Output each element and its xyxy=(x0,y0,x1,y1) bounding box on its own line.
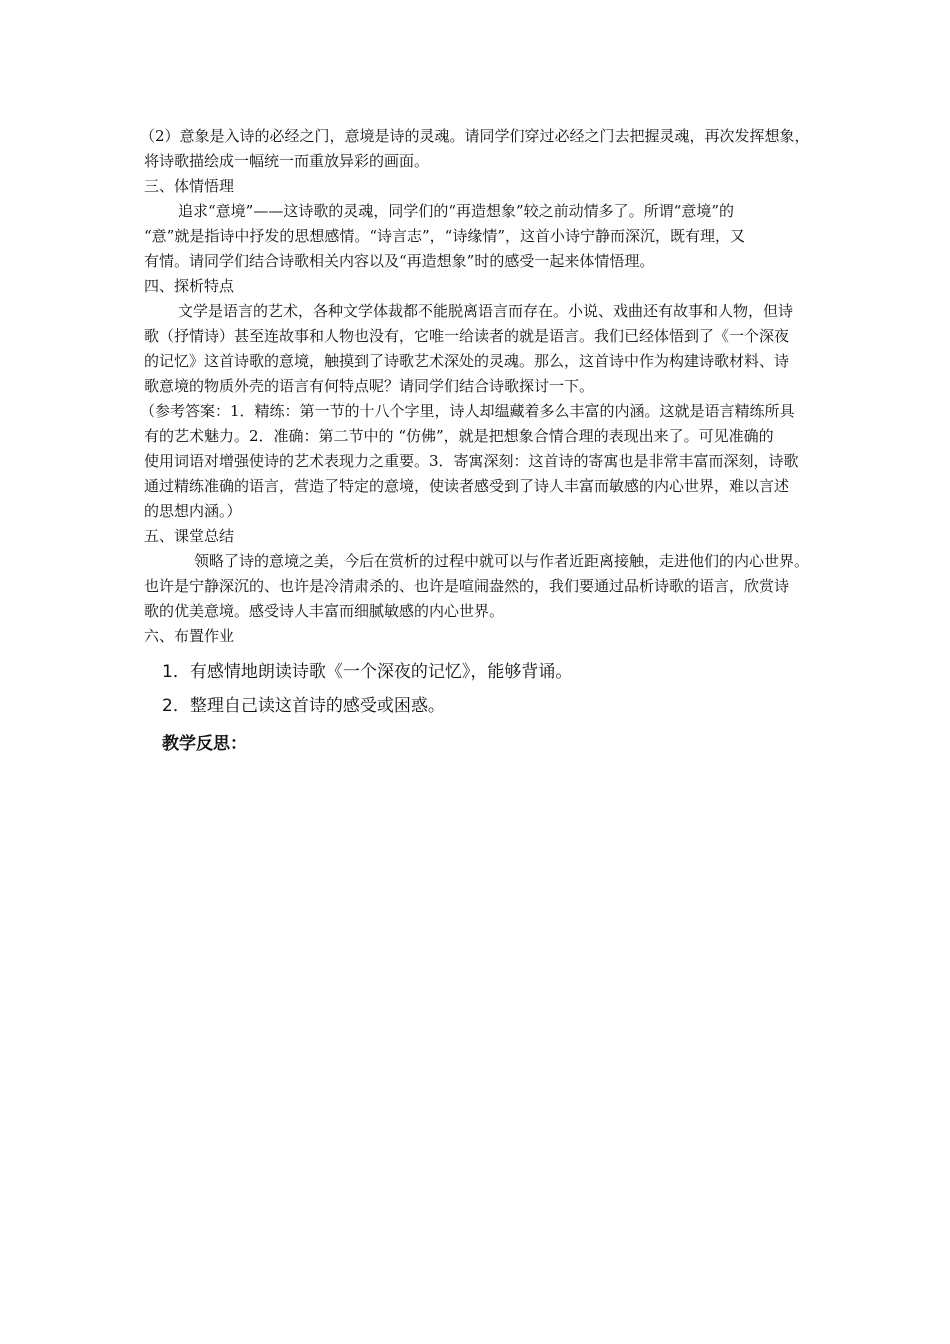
answer-line: 使用词语对增强使诗的艺术表现力之重要。3．寄寓深刻：这首诗的寄寓也是非常丰富而深刻，诗歌 xyxy=(144,452,799,470)
paragraph-line: “意”就是指诗中抒发的思想感情。“诗言志”，“诗缘情”，这首小诗宁静而深沉，既有理，又 xyxy=(144,227,746,245)
section-six xyxy=(144,624,896,721)
paragraph-line: 歌意境的物质外壳的语言有何特点呢？请同学们结合诗歌探讨一下。 xyxy=(144,377,595,395)
answer-line: 有的艺术魅力。2．准确：第二节中的 “仿佛”，就是把想象合情合理的表现出来了。可见准确的 xyxy=(144,427,774,445)
paragraph-line: 文学是语言的艺术，各种文学体裁都不能脱离语言而存在。小说、戏曲还有故事和人物，但诗 xyxy=(178,302,794,320)
paragraph-line: 将诗歌描绘成一幅统一而重放异彩的画面。 xyxy=(144,152,430,170)
section-two-tail xyxy=(140,124,896,174)
paragraph-line: （2）意象是入诗的必经之门，意境是诗的灵魂。请同学们穿过必经之门去把握灵魂，再次发挥想象， xyxy=(140,127,810,145)
paragraph-line: 的记忆》这首诗歌的意境，触摸到了诗歌艺术深处的灵魂。那么，这首诗中作为构建诗歌材料、诗 xyxy=(144,352,790,370)
paragraph-line: 歌（抒情诗）甚至连故事和人物也没有，它唯一给读者的就是语言。我们已经体悟到了《一个深夜 xyxy=(144,327,790,345)
answer-line: 的思想内涵。） xyxy=(144,502,242,520)
paragraph-line: 领略了诗的意境之美，今后在赏析的过程中就可以与作者近距离接触，走进他们的内心世界。 xyxy=(194,552,810,570)
answer-line: （参考答案：1．精练：第一节的十八个字里，诗人却缊藏着多么丰富的内涵。这就是语言精练所具 xyxy=(140,402,795,420)
answer-line: 通过精练准确的语言，营造了特定的意境，使读者感受到了诗人丰富而敏感的内心世界，难以言述 xyxy=(144,477,790,495)
document-page xyxy=(140,124,896,759)
paragraph-line: 追求“意境”——这诗歌的灵魂，同学们的“再造想象”较之前动情多了。所谓“意境”的 xyxy=(178,202,735,220)
paragraph-line: 歌的优美意境。感受诗人丰富而细腻敏感的内心世界。 xyxy=(144,602,505,620)
section-three xyxy=(144,174,896,274)
section-heading: 三、体情悟理 xyxy=(144,177,235,195)
homework-item: 2．整理自己读这首诗的感受或困惑。 xyxy=(162,696,445,716)
paragraph-line: 有情。请同学们结合诗歌相关内容以及“再造想象”时的感受一起来体情悟理。 xyxy=(144,252,655,270)
homework-item: 1．有感情地朗读诗歌《一个深夜的记忆》，能够背诵。 xyxy=(162,662,573,682)
section-heading: 四、探析特点 xyxy=(144,277,235,295)
paragraph-line: 也许是宁静深沉的、也许是冷清肃杀的、也许是喧闹盎然的，我们要通过品析诗歌的语言，欣赏诗 xyxy=(144,577,790,595)
section-five xyxy=(144,524,896,624)
section-four xyxy=(140,274,896,524)
section-heading: 五、课堂总结 xyxy=(144,527,235,545)
section-heading: 六、布置作业 xyxy=(144,627,235,645)
teaching-reflection-label: 教学反思： xyxy=(162,734,247,754)
